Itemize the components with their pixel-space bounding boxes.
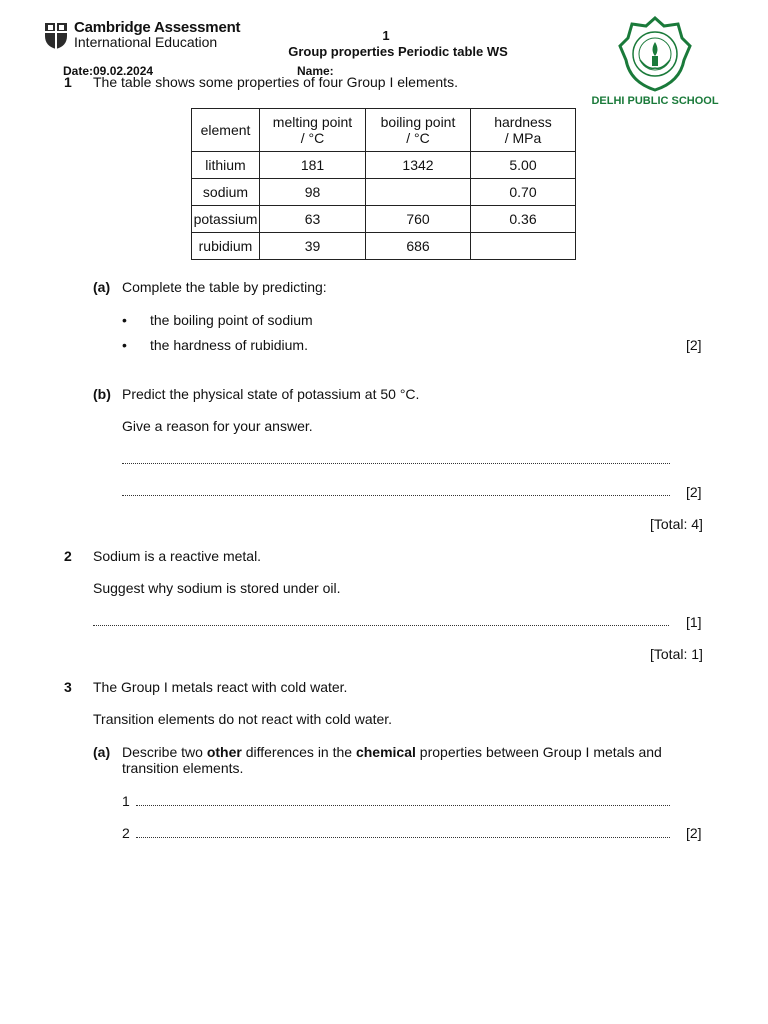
table-row bbox=[192, 206, 576, 233]
table-cell: 1342 bbox=[366, 152, 471, 179]
table-header: melting point / °C bbox=[260, 109, 366, 152]
table-cell[interactable] bbox=[366, 179, 471, 206]
q1a-label: (a) bbox=[93, 279, 111, 295]
q3a-text-cont: transition elements. bbox=[122, 760, 244, 776]
cambridge-title: Cambridge Assessment bbox=[74, 19, 241, 36]
cambridge-subtitle: International Education bbox=[74, 34, 218, 50]
table-cell: potassium bbox=[192, 206, 260, 233]
answer-line[interactable] bbox=[122, 463, 670, 464]
q1a-mark: [2] bbox=[686, 337, 702, 353]
q1b-label: (b) bbox=[93, 386, 111, 402]
table-cell: 686 bbox=[366, 233, 471, 260]
table-cell: 5.00 bbox=[471, 152, 576, 179]
school-name: DELHI PUBLIC SCHOOL bbox=[591, 95, 719, 107]
table-cell: lithium bbox=[192, 152, 260, 179]
table-cell: 0.70 bbox=[471, 179, 576, 206]
q3a-mark: [2] bbox=[686, 825, 702, 841]
q2-mark: [1] bbox=[686, 614, 702, 630]
q3-line1: The Group I metals react with cold water. bbox=[93, 679, 348, 695]
q1-intro: The table shows some properties of four Group I elements. bbox=[93, 74, 458, 90]
cambridge-logo bbox=[44, 19, 241, 56]
table-cell: 98 bbox=[260, 179, 366, 206]
bullet-icon: • bbox=[122, 312, 127, 328]
q3a-text: Describe two other differences in the chemical properties between Group I metals and bbox=[122, 744, 662, 760]
cambridge-shield-icon bbox=[44, 22, 68, 50]
dps-crest-icon bbox=[618, 16, 692, 92]
q1-total: [Total: 4] bbox=[650, 516, 703, 532]
q3a-label: (a) bbox=[93, 744, 111, 760]
table-row bbox=[192, 152, 576, 179]
q1a-bullet1: the boiling point of sodium bbox=[150, 312, 313, 328]
table-row bbox=[192, 233, 576, 260]
bullet-icon: • bbox=[122, 337, 127, 353]
q1b-text: Predict the physical state of potassium at 50 °C. bbox=[122, 386, 420, 402]
table-cell: 0.36 bbox=[471, 206, 576, 233]
q2-number: 2 bbox=[64, 548, 72, 564]
table-cell[interactable] bbox=[471, 233, 576, 260]
dps-emblem bbox=[618, 16, 692, 92]
answer-line[interactable] bbox=[136, 805, 670, 806]
table-header-row bbox=[192, 109, 576, 152]
q1b-mark: [2] bbox=[686, 484, 702, 500]
table-cell: 39 bbox=[260, 233, 366, 260]
q3a-answer-num-1: 1 bbox=[122, 793, 130, 809]
worksheet-title: Group properties Periodic table WS bbox=[288, 44, 508, 59]
name-label: Name: bbox=[297, 64, 334, 78]
q3a-answer-num-2: 2 bbox=[122, 825, 130, 841]
table-cell: 760 bbox=[366, 206, 471, 233]
page-number: 1 bbox=[382, 28, 390, 43]
q1b-reason: Give a reason for your answer. bbox=[122, 418, 313, 434]
table-cell: 63 bbox=[260, 206, 366, 233]
q1a-bullet2: the hardness of rubidium. bbox=[150, 337, 308, 353]
table-header: element bbox=[192, 109, 260, 152]
table-header: hardness / MPa bbox=[471, 109, 576, 152]
q2-line1: Sodium is a reactive metal. bbox=[93, 548, 262, 564]
answer-line[interactable] bbox=[93, 625, 669, 626]
date-label: Date:09.02.2024 bbox=[63, 64, 154, 78]
table-cell: rubidium bbox=[192, 233, 260, 260]
properties-table bbox=[191, 108, 576, 260]
table-cell: sodium bbox=[192, 179, 260, 206]
table-header: boiling point / °C bbox=[366, 109, 471, 152]
q3-line2: Transition elements do not react with cold water. bbox=[93, 711, 393, 727]
q3-number: 3 bbox=[64, 679, 72, 695]
q2-line2: Suggest why sodium is stored under oil. bbox=[93, 580, 341, 596]
q1a-text: Complete the table by predicting: bbox=[122, 279, 327, 295]
q2-total: [Total: 1] bbox=[650, 646, 703, 662]
table-row bbox=[192, 179, 576, 206]
table-cell: 181 bbox=[260, 152, 366, 179]
answer-line[interactable] bbox=[136, 837, 670, 838]
q1-number: 1 bbox=[64, 74, 72, 90]
answer-line[interactable] bbox=[122, 495, 670, 496]
